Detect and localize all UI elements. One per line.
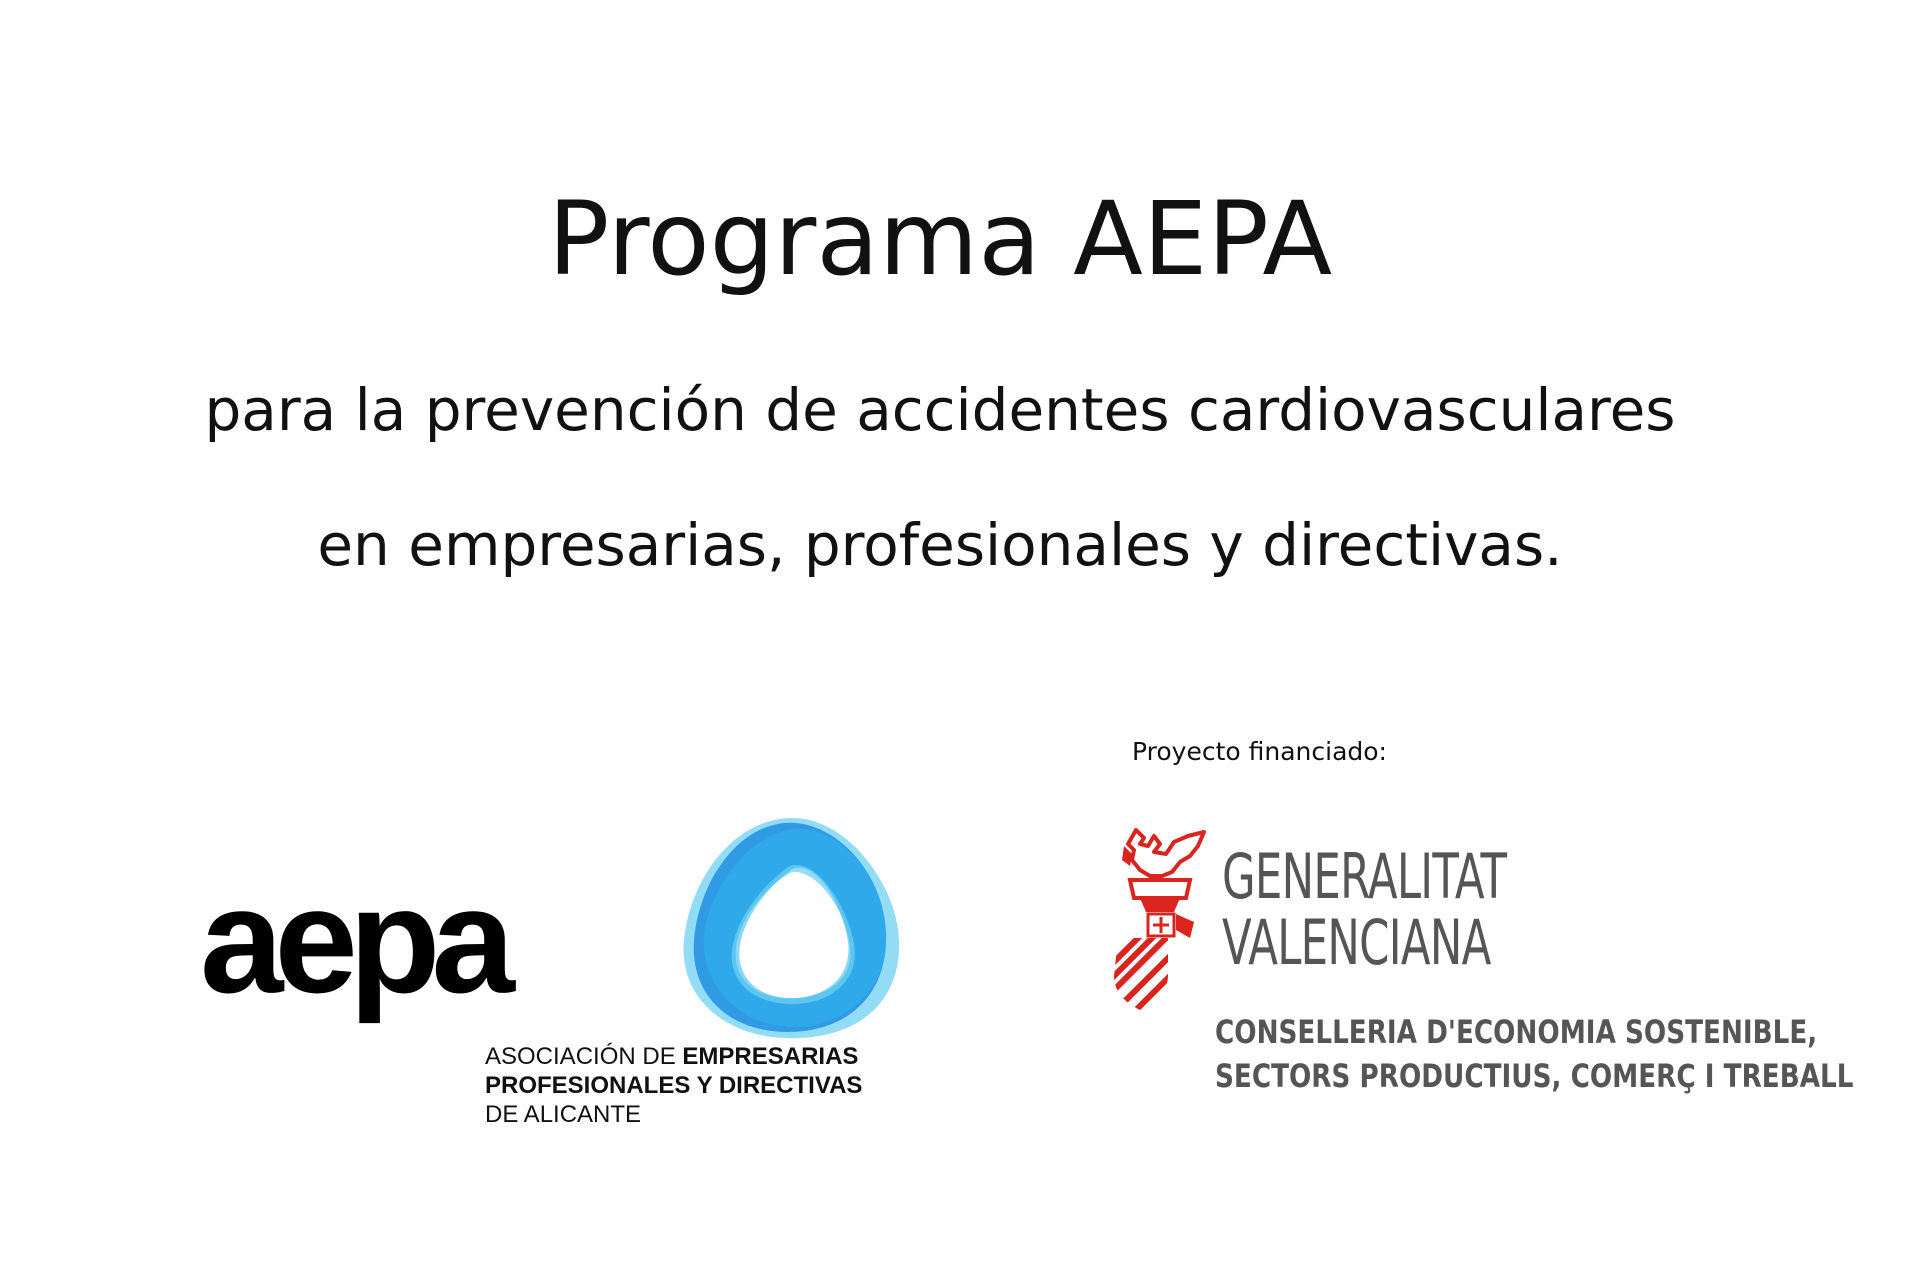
aepa-logo: [200, 810, 920, 1140]
aepa-tagline-line1b: EMPRESARIAS: [682, 1043, 859, 1070]
aepa-tagline-line3: DE ALICANTE: [485, 1101, 642, 1128]
generalitat-name-line2: VALENCIANA: [1222, 906, 1491, 979]
conselleria-line2: SECTORS PRODUCTIUS, COMERÇ I TREBALL: [1215, 1057, 1854, 1095]
subtitle-line-2: en empresarias, profesionales y directivas.: [317, 511, 1563, 579]
aepa-tagline-line2: PROFESIONALES Y DIRECTIVAS: [485, 1072, 863, 1099]
aepa-wordmark: aepa: [200, 856, 506, 1024]
funding-label: Proyecto financiado:: [1132, 737, 1387, 766]
aepa-ring-icon: [670, 810, 910, 1050]
generalitat-logo: [1110, 820, 1854, 1100]
conselleria-name: [1215, 1010, 1853, 1098]
generalitat-name: [1222, 840, 1507, 979]
aepa-tagline-line1a: ASOCIACIÓN DE: [485, 1043, 683, 1070]
page-title: Programa AEPA: [547, 180, 1333, 299]
generalitat-name-line1: GENERALITAT: [1222, 840, 1507, 913]
conselleria-line1: CONSELLERIA D'ECONOMIA SOSTENIBLE,: [1215, 1013, 1818, 1051]
aepa-tagline: [485, 1042, 862, 1129]
generalitat-emblem-icon: [1110, 826, 1210, 1011]
subtitle-line-1: para la prevención de accidentes cardiovasculares: [204, 376, 1676, 444]
